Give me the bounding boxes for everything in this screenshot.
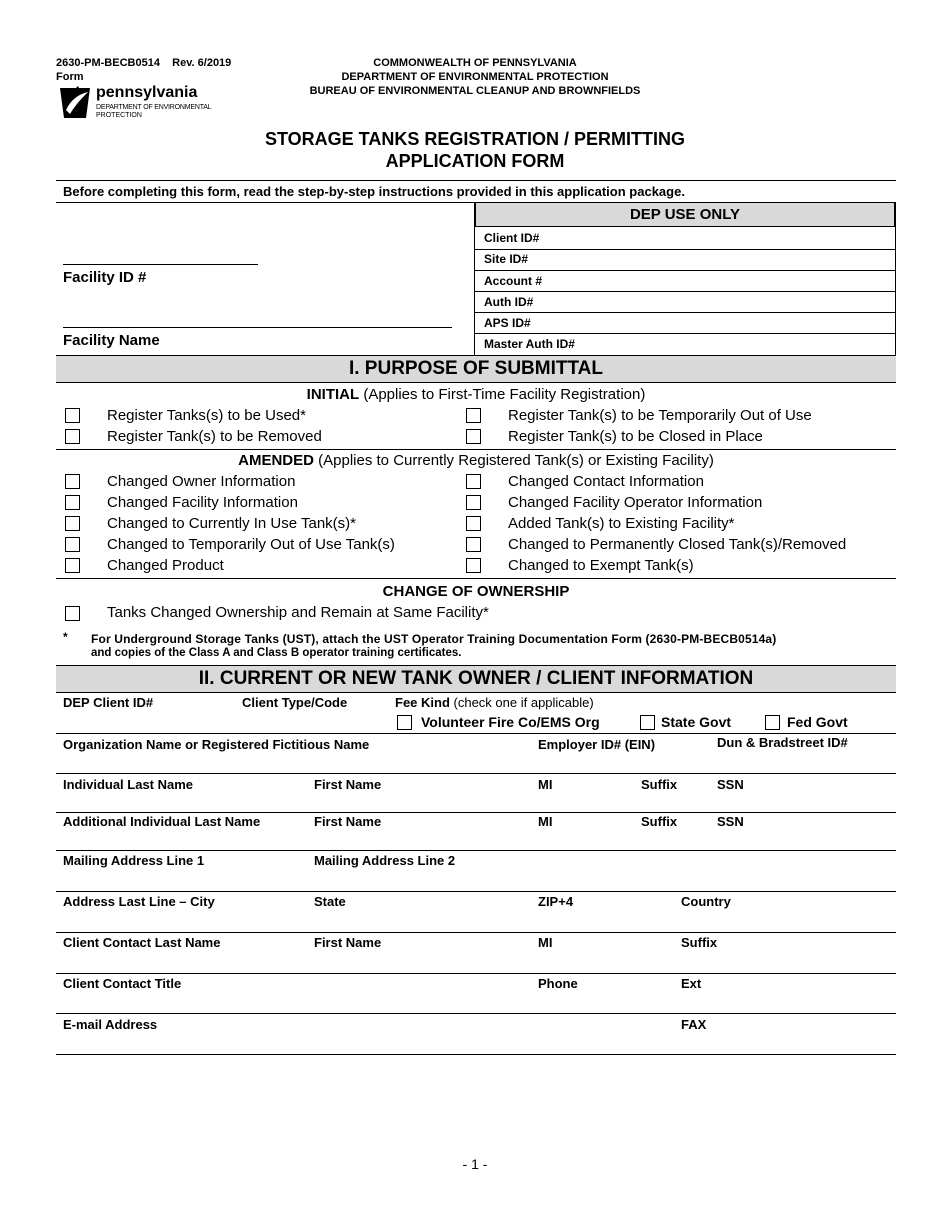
fee-volunteer-label: Volunteer Fire Co/EMS Org <box>421 714 600 730</box>
changed-temp-out-checkbox[interactable] <box>65 537 80 552</box>
fee-kind-label <box>395 695 594 710</box>
register-temp-out-checkbox[interactable] <box>466 408 481 423</box>
frame-bottom-border <box>56 1054 896 1055</box>
agency-header <box>260 56 690 98</box>
changed-contact-label: Changed Contact Information <box>508 473 704 490</box>
initial-heading <box>56 386 896 403</box>
form-title <box>56 128 894 172</box>
fee-fed-label: Fed Govt <box>787 714 848 730</box>
amended-heading <box>56 452 896 469</box>
fee-kind-desc: (check one if applicable) <box>449 695 594 710</box>
changed-product-checkbox[interactable] <box>65 558 80 573</box>
changed-temp-out-label: Changed to Temporarily Out of Use Tank(s) <box>107 536 395 553</box>
changed-operator-checkbox[interactable] <box>466 495 481 510</box>
divider <box>475 249 896 250</box>
form-id-block <box>56 56 231 84</box>
dep-client-id-label: Client ID# <box>484 231 540 245</box>
page-number: - 1 - <box>462 1156 488 1172</box>
facility-name-label: Facility Name <box>63 332 160 349</box>
divider <box>56 449 896 450</box>
register-removed-checkbox[interactable] <box>65 429 80 444</box>
changed-owner-label: Changed Owner Information <box>107 473 296 490</box>
section-1-heading: I. PURPOSE OF SUBMITTAL <box>56 355 896 383</box>
form-revision: Rev. 6/2019 <box>172 57 232 69</box>
facility-id-label: Facility ID # <box>63 269 147 286</box>
fee-state-checkbox[interactable] <box>640 715 655 730</box>
duns-label: Dun & Bradstreet ID# <box>717 735 848 750</box>
form-word: Form <box>56 71 84 83</box>
divider <box>56 773 896 774</box>
ssn-label: SSN <box>717 777 744 792</box>
dep-use-heading: DEP USE ONLY <box>475 203 895 227</box>
divider <box>475 333 896 334</box>
changed-in-use-checkbox[interactable] <box>65 516 80 531</box>
changed-exempt-label: Changed to Exempt Tank(s) <box>508 557 694 574</box>
logo-sub-2: PROTECTION <box>96 112 142 119</box>
changed-closed-checkbox[interactable] <box>466 537 481 552</box>
frame-top-border <box>56 180 896 181</box>
divider <box>895 202 896 355</box>
title-line-1: STORAGE TANKS REGISTRATION / PERMITTING <box>264 129 685 149</box>
keystone-icon <box>56 84 94 122</box>
register-closed-label: Register Tank(s) to be Closed in Place <box>508 428 763 445</box>
contact-title-label: Client Contact Title <box>63 976 182 991</box>
ein-label: Employer ID# (EIN) <box>538 737 656 752</box>
register-temp-out-label: Register Tank(s) to be Temporarily Out of Use <box>508 407 812 424</box>
section-2-heading: II. CURRENT OR NEW TANK OWNER / CLIENT INFORMATION <box>56 665 896 693</box>
pa-dep-logo <box>56 84 236 124</box>
changed-closed-label: Changed to Permanently Closed Tank(s)/Removed <box>508 536 847 553</box>
changed-product-label: Changed Product <box>107 557 224 574</box>
initial-bold: INITIAL <box>306 386 360 403</box>
register-used-label: Register Tanks(s) to be Used* <box>107 407 306 424</box>
changed-operator-label: Changed Facility Operator Information <box>508 494 763 511</box>
agency-line-1: COMMONWEALTH OF PENNSYLVANIA <box>373 57 577 69</box>
divider <box>56 1013 896 1014</box>
amended-bold: AMENDED <box>238 452 314 469</box>
indiv-last-label: Individual Last Name <box>63 777 194 792</box>
logo-wordmark: pennsylvania <box>96 84 198 101</box>
org-name-label: Organization Name or Registered Fictitious Name <box>63 737 370 752</box>
addl-suffix-label: Suffix <box>641 814 678 829</box>
form-frame <box>56 180 896 1054</box>
logo-sub-1: DEPARTMENT OF ENVIRONMENTAL <box>96 104 212 111</box>
phone-label: Phone <box>538 976 578 991</box>
contact-suffix-label: Suffix <box>681 935 718 950</box>
register-removed-label: Register Tank(s) to be Removed <box>107 428 322 445</box>
instructions-text: Before completing this form, read the step-by-step instructions provided in this application package. <box>63 184 685 199</box>
fee-state-label: State Govt <box>661 714 732 730</box>
title-line-2: APPLICATION FORM <box>385 151 565 171</box>
ownership-label: Tanks Changed Ownership and Remain at Same Facility* <box>107 604 489 621</box>
agency-line-2: DEPARTMENT OF ENVIRONMENTAL PROTECTION <box>341 71 609 83</box>
changed-facility-checkbox[interactable] <box>65 495 80 510</box>
register-closed-checkbox[interactable] <box>466 429 481 444</box>
country-label: Country <box>681 894 731 909</box>
footnote-line-2: and copies of the Class A and Class B operator training certificates. <box>91 647 462 659</box>
amended-desc: (Applies to Currently Registered Tank(s) or Existing Facility) <box>313 452 714 469</box>
divider <box>475 312 896 313</box>
changed-exempt-checkbox[interactable] <box>466 558 481 573</box>
state-label: State <box>314 894 346 909</box>
facility-id-line[interactable] <box>63 264 258 265</box>
fax-label: FAX <box>681 1017 707 1032</box>
footnote-line-1: For Underground Storage Tanks (UST), attach the UST Operator Training Documentation Form (2630-PM-BECB0514a) <box>91 632 777 646</box>
email-label: E-mail Address <box>63 1017 158 1032</box>
first-name-label: First Name <box>314 777 382 792</box>
addl-first-name-label: First Name <box>314 814 382 829</box>
ownership-heading: CHANGE OF OWNERSHIP <box>382 583 570 600</box>
changed-owner-checkbox[interactable] <box>65 474 80 489</box>
fee-kind-bold: Fee Kind <box>395 695 450 710</box>
mi-label: MI <box>538 777 553 792</box>
zip-label: ZIP+4 <box>538 894 574 909</box>
dep-site-id-label: Site ID# <box>484 252 529 266</box>
client-id-label: DEP Client ID# <box>63 695 154 710</box>
changed-in-use-label: Changed to Currently In Use Tank(s)* <box>107 515 357 532</box>
suffix-label: Suffix <box>641 777 678 792</box>
divider <box>56 932 896 933</box>
register-used-checkbox[interactable] <box>65 408 80 423</box>
ext-label: Ext <box>681 976 702 991</box>
ownership-checkbox[interactable] <box>65 606 80 621</box>
client-type-label: Client Type/Code <box>242 695 348 710</box>
agency-line-3: BUREAU OF ENVIRONMENTAL CLEANUP AND BROWNFIELDS <box>309 85 641 97</box>
mail2-label: Mailing Address Line 2 <box>314 853 456 868</box>
footnote-star: * <box>63 630 68 644</box>
contact-mi-label: MI <box>538 935 553 950</box>
divider <box>56 891 896 892</box>
addl-ssn-label: SSN <box>717 814 744 829</box>
dep-master-auth-label: Master Auth ID# <box>484 337 575 351</box>
contact-last-label: Client Contact Last Name <box>63 935 221 950</box>
divider <box>56 812 896 813</box>
divider <box>475 291 896 292</box>
changed-contact-checkbox[interactable] <box>466 474 481 489</box>
fee-volunteer-checkbox[interactable] <box>397 715 412 730</box>
divider <box>56 850 896 851</box>
changed-facility-label: Changed Facility Information <box>107 494 298 511</box>
initial-desc: (Applies to First-Time Facility Registration) <box>359 386 646 403</box>
form-number: 2630-PM-BECB0514 <box>56 57 160 69</box>
dep-aps-id-label: APS ID# <box>484 316 531 330</box>
dep-auth-id-label: Auth ID# <box>484 295 534 309</box>
contact-first-label: First Name <box>314 935 382 950</box>
addl-last-label: Additional Individual Last Name <box>63 814 261 829</box>
divider <box>56 973 896 974</box>
addl-mi-label: MI <box>538 814 553 829</box>
added-tanks-label: Added Tank(s) to Existing Facility* <box>508 515 735 532</box>
facility-name-line[interactable] <box>63 327 452 328</box>
city-label: Address Last Line – City <box>63 894 215 909</box>
mail1-label: Mailing Address Line 1 <box>63 853 205 868</box>
dep-account-label: Account # <box>484 274 543 288</box>
divider <box>475 270 896 271</box>
divider <box>56 733 896 734</box>
divider <box>56 578 896 579</box>
fee-fed-checkbox[interactable] <box>765 715 780 730</box>
added-tanks-checkbox[interactable] <box>466 516 481 531</box>
